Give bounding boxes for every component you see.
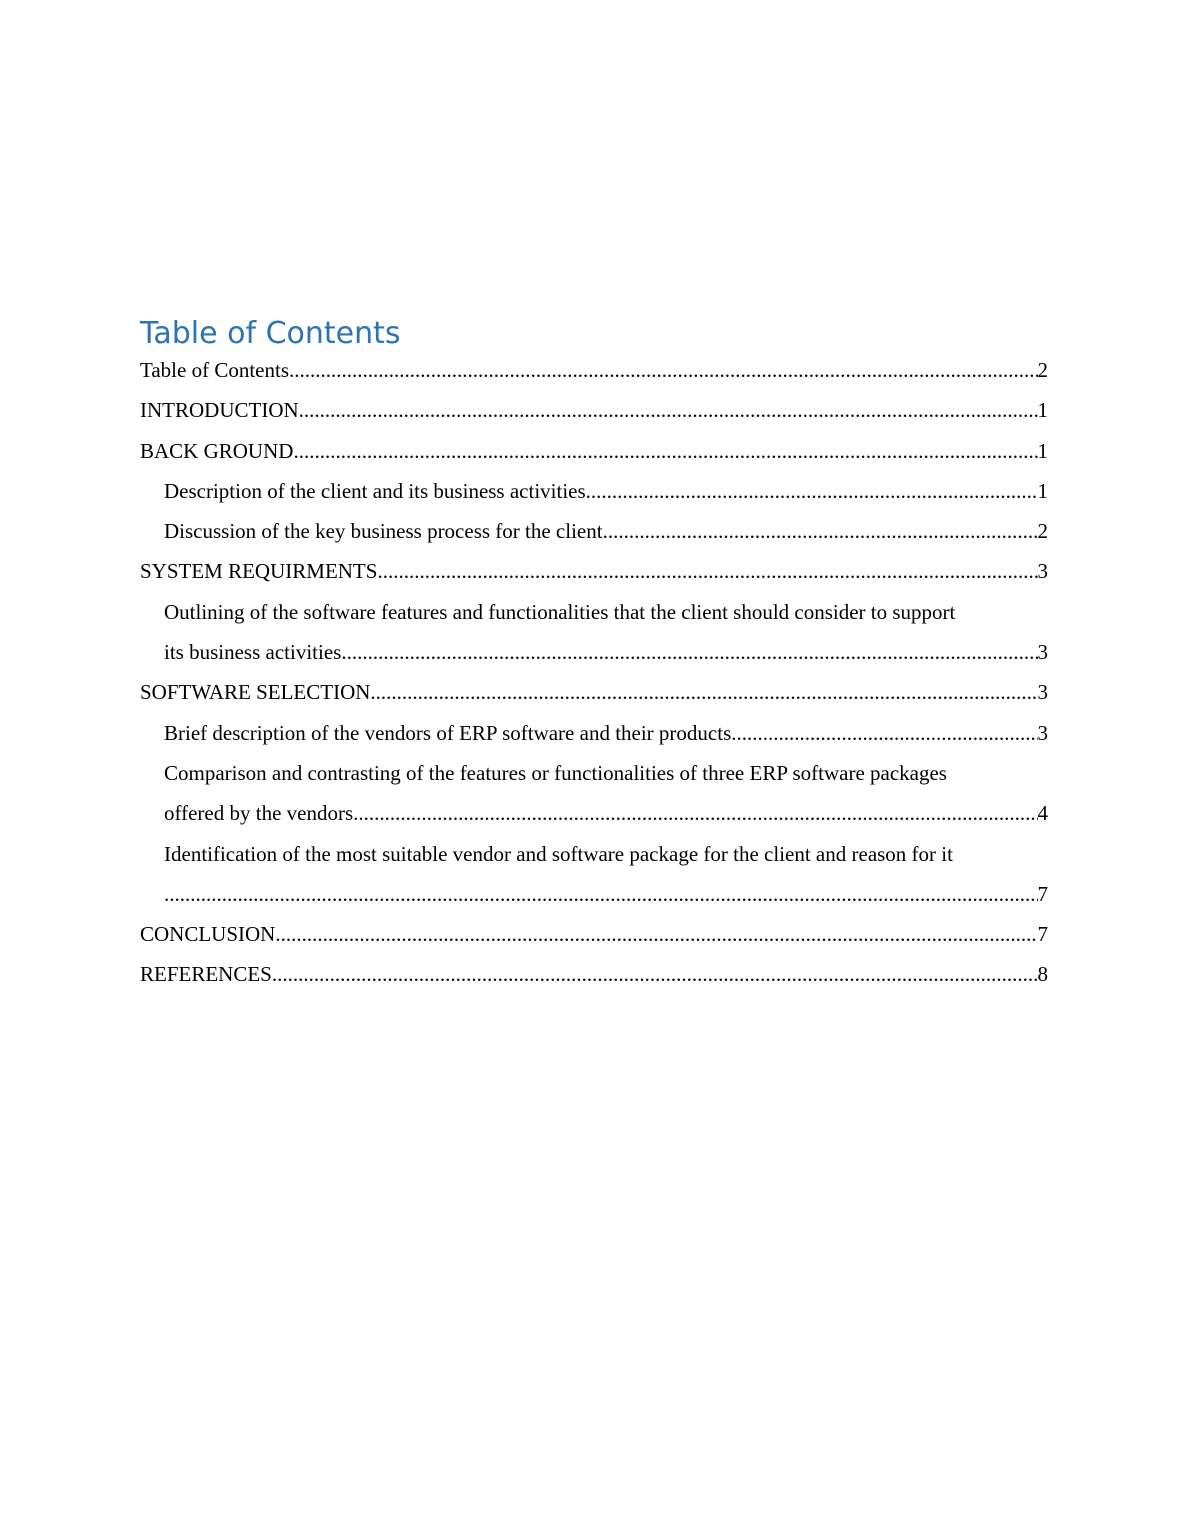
toc-entry-page: 7 bbox=[1037, 881, 1048, 906]
toc-entry-page: 2 bbox=[1037, 358, 1048, 382]
toc-entry-page: 1 bbox=[1037, 398, 1048, 423]
toc-entry[interactable] bbox=[140, 713, 1048, 753]
toc-leader-dots bbox=[275, 914, 1037, 954]
toc-entry[interactable] bbox=[140, 431, 1048, 471]
toc-entry[interactable] bbox=[140, 592, 1048, 673]
toc-leader-dots bbox=[272, 954, 1038, 994]
toc-entry-title: SYSTEM REQUIRMENTS bbox=[140, 559, 378, 584]
toc-leader-dots bbox=[731, 713, 1037, 753]
toc-leader-dots bbox=[299, 390, 1038, 430]
toc-entry[interactable] bbox=[140, 471, 1048, 511]
toc-entry[interactable] bbox=[140, 511, 1048, 551]
toc-entry-title: BACK GROUND bbox=[140, 438, 294, 463]
toc-leader-dots bbox=[164, 874, 1038, 914]
toc-entry-title: REFERENCES bbox=[140, 962, 272, 987]
toc-leader-dots bbox=[370, 672, 1037, 712]
toc-entry-title: offered by the vendors bbox=[164, 801, 354, 826]
toc-leader-dots bbox=[289, 350, 1038, 390]
toc-leader-dots bbox=[293, 431, 1037, 471]
toc-entry-page: 2 bbox=[1037, 519, 1048, 544]
toc-entry-title: its business activities bbox=[164, 640, 342, 665]
toc-entry-title-line: Outlining of the software features and functionalities that the client should consider to support bbox=[164, 599, 956, 624]
toc-entry[interactable] bbox=[140, 350, 1048, 390]
toc-leader-dots bbox=[353, 793, 1037, 833]
toc-leader-dots bbox=[586, 471, 1038, 511]
toc-entry-title: SOFTWARE SELECTION bbox=[140, 680, 371, 705]
toc-entry-page: 1 bbox=[1037, 438, 1048, 463]
toc-entry-title-line: Identification of the most suitable vendor and software package for the client and reason for it bbox=[164, 841, 953, 866]
toc-entry-page: 3 bbox=[1037, 680, 1048, 705]
toc-entry-page: 1 bbox=[1037, 478, 1048, 503]
toc-entry[interactable] bbox=[140, 834, 1048, 915]
toc-entry-title: Table of Contents bbox=[140, 358, 289, 382]
toc-entry[interactable] bbox=[140, 551, 1048, 591]
toc-leader-dots bbox=[377, 551, 1037, 591]
toc-entry[interactable] bbox=[140, 914, 1048, 954]
toc-entry-title: INTRODUCTION bbox=[140, 398, 299, 423]
toc-entry-page: 4 bbox=[1037, 801, 1048, 826]
toc-entry-page: 3 bbox=[1037, 640, 1048, 665]
toc-heading: Table of Contents bbox=[140, 316, 401, 351]
toc-entry-page: 7 bbox=[1037, 922, 1048, 947]
table-of-contents bbox=[140, 350, 1048, 995]
toc-leader-dots bbox=[603, 511, 1038, 551]
toc-entry[interactable] bbox=[140, 672, 1048, 712]
toc-entry[interactable] bbox=[140, 390, 1048, 430]
toc-entry-title: CONCLUSION bbox=[140, 922, 276, 947]
toc-entry-page: 3 bbox=[1037, 559, 1048, 584]
toc-leader-dots bbox=[341, 632, 1037, 672]
toc-entry-title: Brief description of the vendors of ERP software and their products bbox=[164, 720, 732, 745]
toc-entry-title: Description of the client and its business activities bbox=[164, 478, 586, 503]
toc-entry-title-line: Comparison and contrasting of the features or functionalities of three ERP software packages bbox=[164, 760, 947, 785]
toc-entry[interactable] bbox=[140, 954, 1048, 994]
toc-entry[interactable] bbox=[140, 753, 1048, 834]
toc-entry-page: 3 bbox=[1037, 720, 1048, 745]
toc-entry-title: Discussion of the key business process for the client bbox=[164, 519, 603, 544]
toc-entry-page: 8 bbox=[1037, 962, 1048, 987]
